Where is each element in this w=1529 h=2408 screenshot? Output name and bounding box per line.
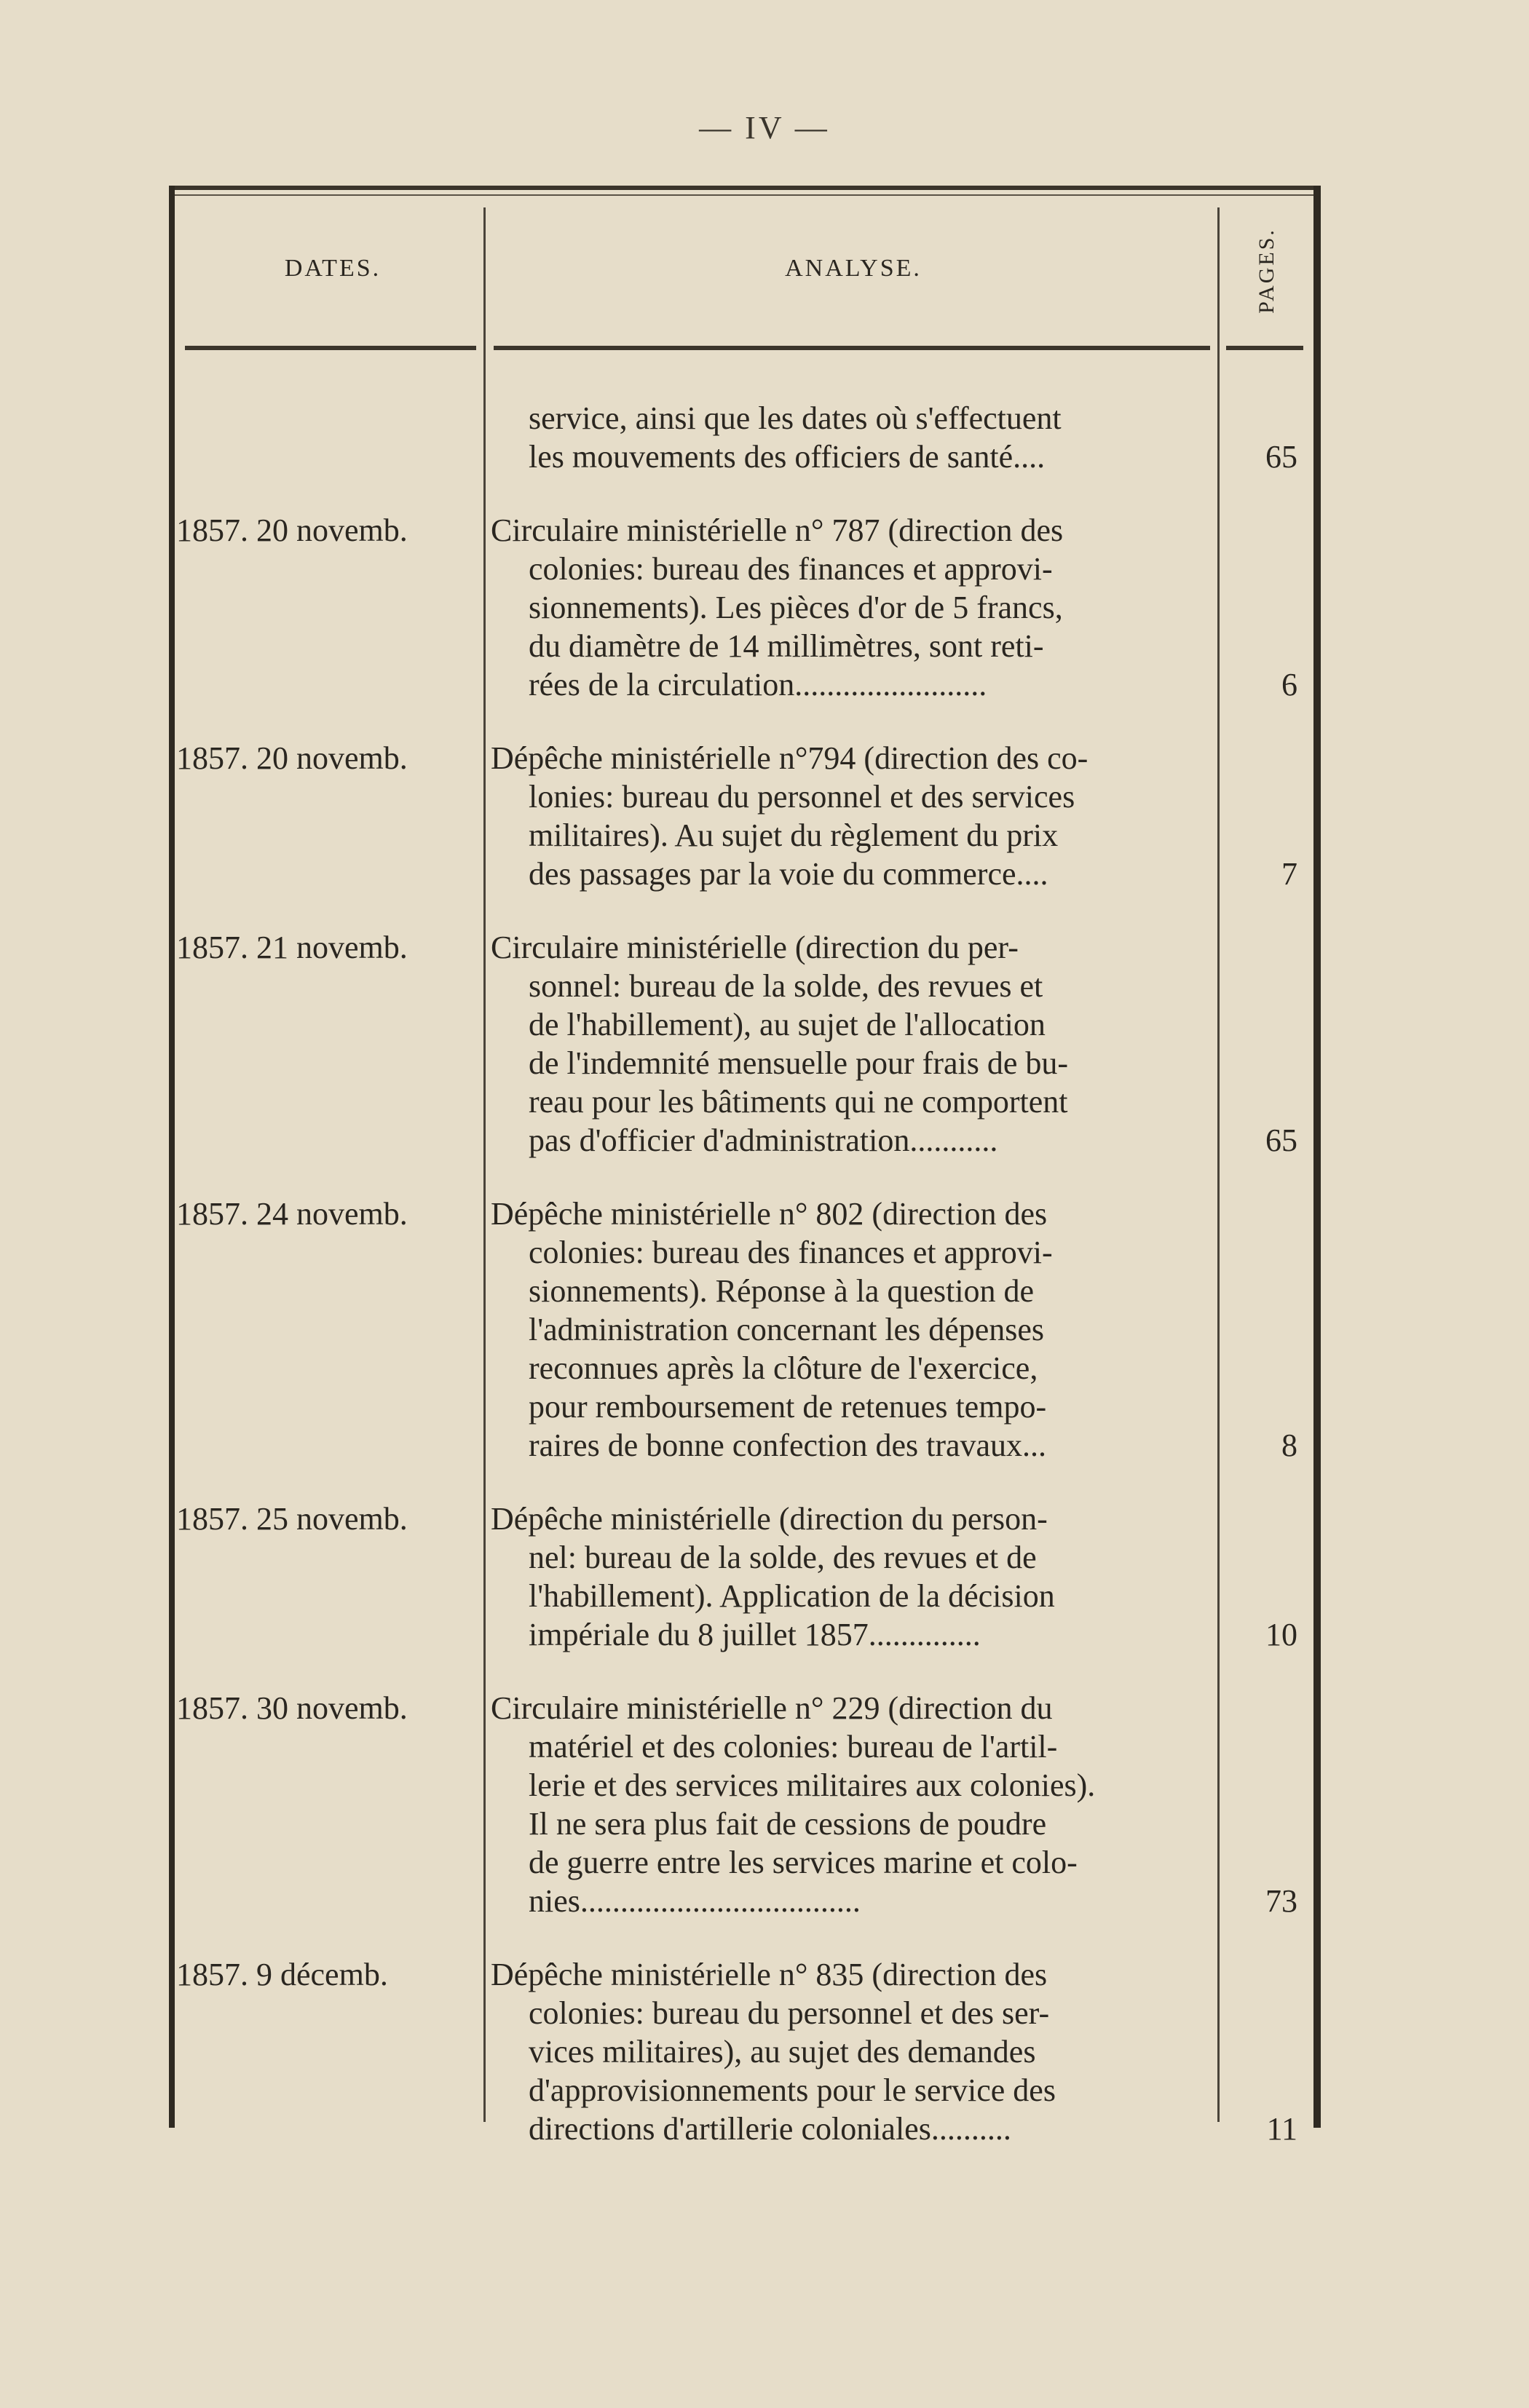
entry-page-number: 11 bbox=[1266, 2111, 1297, 2147]
entry-analysis bbox=[491, 1195, 1203, 1465]
entry-analysis bbox=[491, 1955, 1203, 2148]
entry-line: sionnements). Les pièces d'or de 5 francs, bbox=[529, 590, 1063, 625]
entry-line: vices militaires), au sujet des demandes bbox=[529, 2034, 1036, 2070]
entry-line: Il ne sera plus fait de cessions de poudre bbox=[529, 1806, 1047, 1842]
entry-date: 1857. 21 novemb. bbox=[176, 930, 408, 965]
entry-analysis bbox=[491, 399, 1203, 476]
entry-date: 1857. 30 novemb. bbox=[176, 1690, 408, 1726]
entry-analysis bbox=[491, 511, 1203, 704]
entry-line: pas d'officier d'administration........... bbox=[529, 1122, 998, 1158]
entry-line: rées de la circulation........................ bbox=[529, 667, 987, 702]
column-header-pages bbox=[1230, 216, 1303, 325]
entry-line: impériale du 8 juillet 1857.............. bbox=[529, 1617, 981, 1652]
entry-line: reconnues après la clôture de l'exercice, bbox=[529, 1350, 1038, 1386]
entry-line: reau pour les bâtiments qui ne comportent bbox=[529, 1084, 1068, 1120]
table-row bbox=[169, 1689, 1321, 1920]
entry-line: colonies: bureau des finances et approvi- bbox=[529, 551, 1053, 587]
entry-page-number: 7 bbox=[1281, 856, 1297, 892]
entry-line: lerie et des services militaires aux colonies). bbox=[529, 1767, 1096, 1803]
entry-analysis bbox=[491, 1500, 1203, 1654]
entry-line: de l'indemnité mensuelle pour frais de bu- bbox=[529, 1045, 1069, 1081]
entry-analysis bbox=[491, 1689, 1203, 1920]
table-row bbox=[169, 1500, 1321, 1654]
entry-date: 1857. 9 décemb. bbox=[176, 1957, 388, 1992]
entry-date: 1857. 24 novemb. bbox=[176, 1196, 408, 1232]
entry-page-number: 73 bbox=[1265, 1883, 1297, 1919]
entry-line: Dépêche ministérielle n° 802 (direction des bbox=[491, 1196, 1048, 1232]
table-row bbox=[169, 399, 1321, 476]
entry-line: sonnel: bureau de la solde, des revues et bbox=[529, 968, 1043, 1004]
entry-page-number: 6 bbox=[1281, 667, 1297, 702]
table-row bbox=[169, 1195, 1321, 1465]
entry-line: Circulaire ministérielle (direction du per- bbox=[491, 930, 1019, 965]
entry-analysis bbox=[491, 739, 1203, 893]
entry-analysis bbox=[491, 928, 1203, 1160]
column-header-dates: DATES. bbox=[284, 255, 382, 282]
column-header-pages-label: PAGES. bbox=[1255, 228, 1279, 314]
top-rule bbox=[169, 186, 1321, 190]
entry-line: des passages par la voie du commerce.... bbox=[529, 856, 1048, 892]
entry-date: 1857. 20 novemb. bbox=[176, 740, 408, 776]
entry-date: 1857. 25 novemb. bbox=[176, 1501, 408, 1537]
entry-line: militaires). Au sujet du règlement du prix bbox=[529, 817, 1059, 853]
entry-line: les mouvements des officiers de santé.... bbox=[529, 439, 1046, 475]
entry-line: pour remboursement de retenues tempo- bbox=[529, 1389, 1047, 1425]
header-rule-dates bbox=[185, 346, 476, 350]
entry-line: Dépêche ministérielle n°794 (direction des co- bbox=[491, 740, 1089, 776]
entry-page-number: 8 bbox=[1281, 1427, 1297, 1463]
entry-line: lonies: bureau du personnel et des services bbox=[529, 779, 1075, 815]
table-row bbox=[169, 1955, 1321, 2148]
entry-page-number: 65 bbox=[1265, 439, 1297, 475]
table-row bbox=[169, 511, 1321, 704]
column-header-analyse: ANALYSE. bbox=[785, 255, 922, 282]
entry-line: Dépêche ministérielle n° 835 (direction des bbox=[491, 1957, 1048, 1992]
table-row bbox=[169, 739, 1321, 893]
entry-date: 1857. 20 novemb. bbox=[176, 512, 408, 548]
entry-line: Dépêche ministérielle (direction du person- bbox=[491, 1501, 1048, 1537]
entry-line: de l'habillement), au sujet de l'allocation bbox=[529, 1007, 1046, 1042]
page-header: — IV — bbox=[699, 110, 830, 146]
entry-page-number: 65 bbox=[1265, 1122, 1297, 1158]
entry-line: matériel et des colonies: bureau de l'artil- bbox=[529, 1729, 1058, 1765]
entry-line: l'habillement). Application de la décision bbox=[529, 1578, 1055, 1614]
entry-line: de guerre entre les services marine et colo- bbox=[529, 1845, 1078, 1880]
entry-line: Circulaire ministérielle n° 787 (direction des bbox=[491, 512, 1064, 548]
entry-line: sionnements). Réponse à la question de bbox=[529, 1273, 1035, 1309]
entry-line: du diamètre de 14 millimètres, sont reti- bbox=[529, 628, 1044, 664]
entries-list bbox=[169, 399, 1321, 2183]
header-rule-analyse bbox=[494, 346, 1210, 350]
entry-line: d'approvisionnements pour le service des bbox=[529, 2072, 1056, 2108]
table-row bbox=[169, 928, 1321, 1160]
top-rule-thin bbox=[169, 194, 1321, 196]
entry-line: colonies: bureau du personnel et des ser- bbox=[529, 1995, 1050, 2031]
entry-line: colonies: bureau des finances et approvi- bbox=[529, 1235, 1053, 1270]
entry-line: service, ainsi que les dates où s'effectuent bbox=[529, 400, 1062, 436]
entry-line: nies................................... bbox=[529, 1883, 861, 1919]
entry-line: raires de bonne confection des travaux... bbox=[529, 1427, 1047, 1463]
header-rule-pages bbox=[1226, 346, 1303, 350]
entry-line: l'administration concernant les dépenses bbox=[529, 1312, 1045, 1347]
entry-line: Circulaire ministérielle n° 229 (direction du bbox=[491, 1690, 1053, 1726]
entry-line: nel: bureau de la solde, des revues et de bbox=[529, 1540, 1037, 1575]
entry-page-number: 10 bbox=[1265, 1617, 1297, 1652]
entry-line: directions d'artillerie coloniales.......... bbox=[529, 2111, 1011, 2147]
